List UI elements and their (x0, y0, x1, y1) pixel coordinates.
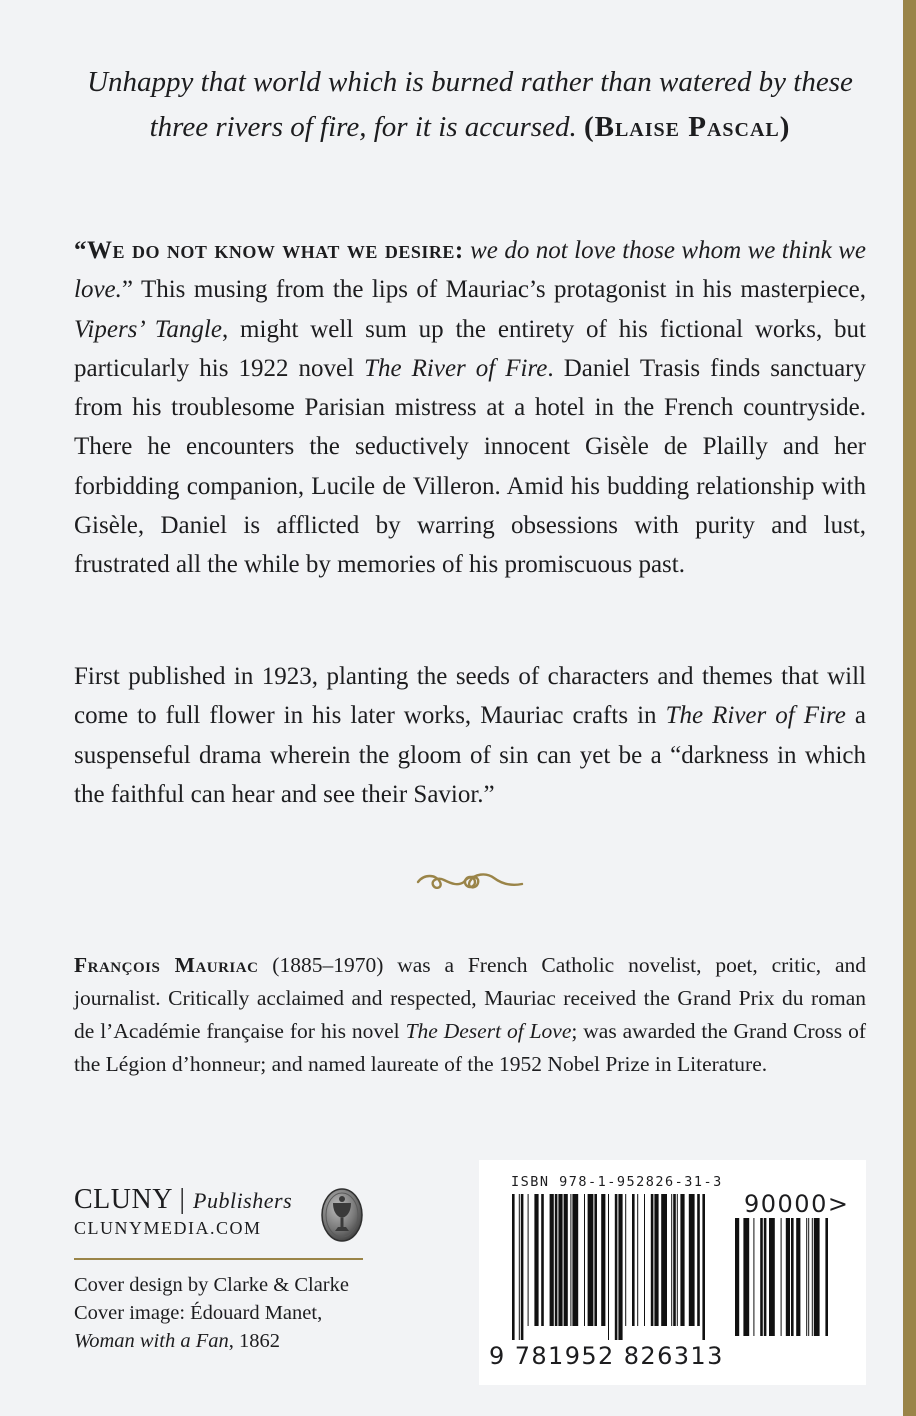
barcode-bar (654, 1194, 658, 1326)
barcode-bar (558, 1194, 562, 1326)
bio-text: (1885–1970) was a French Catholic novelist, poet, critic, and journalist. Critically acclaimed and respected, Mauriac received the Grand Prix du roman de l’Académie française for his novel (74, 953, 867, 1043)
cover-credits (74, 1271, 394, 1355)
cover-image-title-line (74, 1327, 394, 1355)
cover-image-credit: Cover image: Édouard Manet, (74, 1302, 323, 1324)
barcode-bar (825, 1218, 828, 1336)
barcode-bar (564, 1194, 568, 1326)
painting-year: , 1862 (228, 1330, 280, 1352)
barcode-bar (625, 1194, 626, 1326)
blurb-paragraph-1 (74, 231, 866, 585)
cover-design-credit: Cover design by Clarke & Clarke (74, 1274, 349, 1296)
barcode-bar (673, 1194, 676, 1326)
barcode-bar (512, 1194, 515, 1340)
bio-text: ; was awarded the Grand Cross of the Légion d’honneur; and named laureate of the 1952 Nobel Prize in Literature. (74, 1019, 866, 1076)
barcode-digits: 9 781952 826313 (489, 1342, 724, 1370)
barcode-bar (528, 1194, 529, 1326)
barcode-bar (584, 1194, 585, 1326)
publisher-divider (74, 1258, 363, 1260)
blurb-opening-quote: we do not love those whom we think we love. (74, 237, 866, 304)
barcode-bar (637, 1194, 638, 1326)
barcode-bar (791, 1218, 794, 1336)
blurb-text: , might well sum up the entirety of his fictional works, but particularly his 1922 novel (74, 315, 866, 382)
barcode-bar (521, 1194, 524, 1340)
barcode-bar (632, 1194, 635, 1326)
author-bio (74, 949, 866, 1081)
barcode-bar (812, 1218, 813, 1336)
barcode-bar (572, 1194, 578, 1326)
barcode-bar (753, 1218, 754, 1336)
barcode-bar (651, 1194, 654, 1326)
scroll-flourish-icon (414, 864, 526, 896)
barcode-bar (588, 1194, 594, 1326)
barcode-bar (601, 1194, 605, 1326)
barcode-bar (743, 1218, 749, 1336)
barcode-bar (570, 1194, 571, 1326)
barcode-bar (555, 1194, 558, 1326)
price-code: 90000> (744, 1190, 850, 1218)
barcode-bar (808, 1218, 809, 1336)
blurb-text: . Daniel Trasis finds sanctuary from his troublesome Parisian mistress at a hotel in the French countryside. There he encounters the seductively innocent Gisèle de Plailly and her forbidding companion, Lucile de Villeron. Amid his budding relationship with Gisèle, Daniel is afflicted by warring obsessions with purity and lust, frustrated all the while by memories of his promiscuous past. (74, 354, 866, 579)
barcode-bar (661, 1194, 667, 1326)
barcode-bar (702, 1194, 705, 1340)
barcode-bar (764, 1218, 767, 1336)
blurb-close-quote: ” (121, 276, 133, 304)
spine-edge (903, 0, 916, 1416)
ean-barcode (512, 1194, 712, 1340)
barcode-bar (594, 1194, 597, 1326)
epigraph-quote: Unhappy that world which is burned rather than watered by these three rivers of fire, for it is accursed. (87, 66, 853, 143)
barcode-bar (608, 1194, 609, 1340)
barcode-bar (680, 1194, 684, 1326)
isbn-label: ISBN 978-1-952826-31-3 (511, 1174, 723, 1190)
barcode-bar (677, 1194, 678, 1326)
chalice-seal-icon (320, 1187, 364, 1243)
barcode-bar (519, 1194, 520, 1340)
blurb-text: a suspenseful drama wherein the gloom of sin can yet be a “darkness in which the faithful can hear and see their Savior.” (74, 702, 867, 808)
blurb-text: First published in 1923, planting the seeds of characters and themes that will come to full flower in his later works, Mauriac crafts in (74, 663, 866, 730)
author-name: François Mauriac (74, 953, 259, 977)
barcode-bar (615, 1194, 618, 1340)
painting-title: Woman with a Fan (74, 1330, 229, 1352)
barcode-bar (550, 1194, 554, 1326)
barcode-bar (814, 1218, 820, 1336)
barcode-box (479, 1160, 866, 1385)
barcode-bar (735, 1218, 739, 1336)
barcode-bar (697, 1194, 700, 1326)
barcode-bar (796, 1218, 800, 1336)
barcode-bar (781, 1218, 782, 1336)
epigraph (60, 60, 880, 150)
publisher-name: CLUNY (74, 1184, 172, 1215)
barcode-bar (806, 1218, 807, 1336)
book-title-desert-of-love: The Desert of Love (405, 1019, 572, 1043)
barcode-bar (534, 1194, 538, 1326)
publisher-separator: | (171, 1184, 194, 1215)
blurb-opening: “We do not know what we desire: (74, 237, 464, 264)
epigraph-attribution: (Blaise Pascal) (583, 111, 791, 143)
barcode-bar (644, 1194, 645, 1326)
barcode-bar (618, 1194, 622, 1340)
book-title-river-of-fire: The River of Fire (665, 702, 846, 730)
book-title-vipers-tangle: Vipers’ Tangle (74, 315, 222, 343)
blurb-paragraph-2 (74, 657, 866, 814)
publisher-label: Publishers (193, 1188, 293, 1213)
publisher-url[interactable]: CLUNYMEDIA.COM (74, 1218, 262, 1238)
price-addon-barcode (735, 1218, 835, 1350)
book-title-river-of-fire: The River of Fire (364, 354, 548, 382)
barcode-bar (769, 1218, 775, 1336)
barcode-bar (760, 1218, 763, 1336)
barcode-bar (541, 1194, 544, 1326)
barcode-bar (689, 1194, 695, 1326)
barcode-bar (786, 1218, 790, 1336)
blurb-text: This musing from the lips of Mauriac’s protagonist in his masterpiece, (133, 276, 866, 304)
barcode-bar (671, 1194, 672, 1326)
